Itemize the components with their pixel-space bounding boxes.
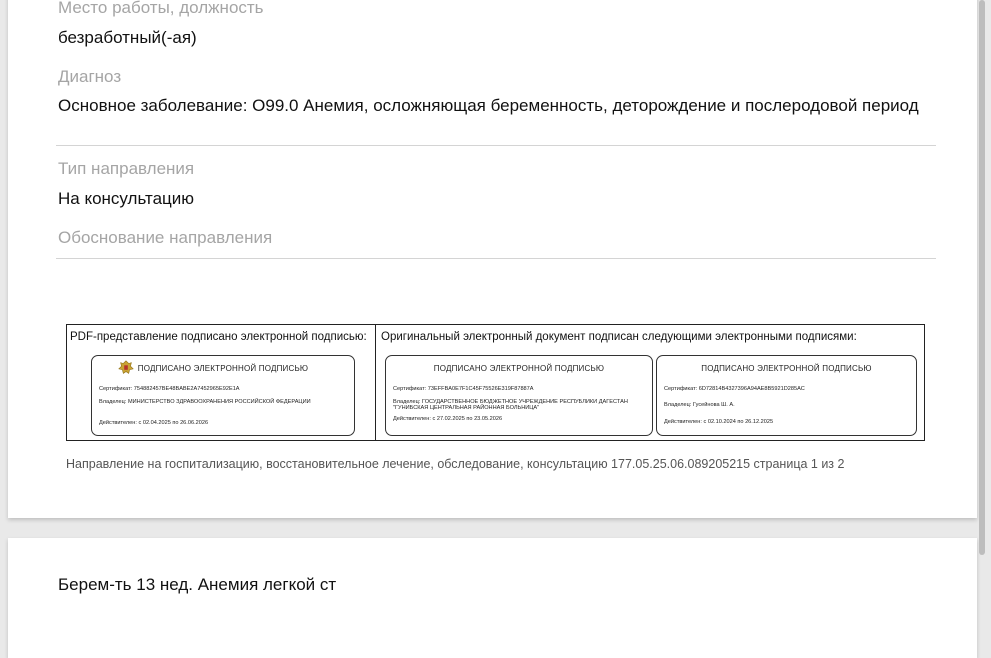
signature-box-title: ПОДПИСАНО ЭЛЕКТРОННОЙ ПОДПИСЬЮ bbox=[137, 364, 309, 373]
signature-certificate: Сертификат: 6D72814B4327396A94AE8B5921D285AC bbox=[664, 386, 805, 392]
scrollbar[interactable] bbox=[979, 0, 985, 555]
field-referral-type-value: На консультацию bbox=[58, 189, 195, 208]
signature-owner: Владелец: МИНИСТЕРСТВО ЗДРАВООХРАНЕНИЯ РОССИЙСКОЙ ФЕДЕРАЦИИ bbox=[99, 399, 311, 405]
signature-table bbox=[66, 324, 925, 441]
field-referral-type bbox=[58, 159, 935, 209]
signature-certificate: Сертификат: 73EFFBA0E7F1C45F75526E319F87887A bbox=[393, 386, 534, 392]
field-workplace bbox=[58, 0, 935, 48]
signature-box-title: ПОДПИСАНО ЭЛЕКТРОННОЙ ПОДПИСЬЮ bbox=[433, 364, 605, 373]
field-diagnosis-value: Основное заболевание: О99.0 Анемия, осложняющая беременность, деторождение и послеродовой период bbox=[58, 96, 919, 115]
field-workplace-value: безработный(-ая) bbox=[58, 28, 197, 47]
field-referral-reason-label: Обоснование направления bbox=[58, 228, 273, 247]
field-diagnosis bbox=[58, 67, 935, 116]
signature-box-doctor bbox=[656, 355, 917, 436]
signature-valid: Действителен: с 02.10.2024 по 26.12.2025 bbox=[664, 419, 774, 425]
field-referral-type-label: Тип направления bbox=[58, 159, 195, 178]
signature-pdf-header: PDF-представление подписано электронной подписью: bbox=[70, 331, 367, 343]
signature-certificate: Сертификат: 754882457BE48BABE2A7452965E92E1A bbox=[99, 386, 240, 392]
signature-valid: Действителен: с 27.02.2025 по 23.05.2026 bbox=[393, 416, 503, 422]
signature-valid: Действителен: с 02.04.2025 по 26.06.2026 bbox=[99, 420, 209, 426]
field-referral-reason bbox=[58, 228, 935, 248]
signature-owner: Владелец: Гусейнова Ш. А. bbox=[664, 402, 735, 408]
signature-owner: Владелец: ГОСУДАРСТВЕННОЕ БЮДЖЕТНОЕ УЧРЕЖДЕНИЕ РЕСПУБЛИКИ ДАГЕСТАН "ГУНИБСКАЯ ЦЕНТРАЛЬНАЯ РАЙОННАЯ БОЛЬНИЦА" bbox=[393, 399, 628, 412]
signature-box-hospital bbox=[385, 355, 653, 436]
field-workplace-label: Место работы, должность bbox=[58, 0, 264, 17]
page-footer-note: Направление на госпитализацию, восстановительное лечение, обследование, консультацию 177.05.25.06.089205215 страница 1 из 2 bbox=[66, 457, 845, 471]
page2-text: Берем-ть 13 нед. Анемия легкой ст bbox=[58, 575, 337, 594]
signature-box-title: ПОДПИСАНО ЭЛЕКТРОННОЙ ПОДПИСЬЮ bbox=[701, 364, 872, 373]
document-page-1 bbox=[8, 0, 977, 518]
field-diagnosis-label: Диагноз bbox=[58, 67, 122, 86]
divider bbox=[56, 258, 936, 259]
signature-original-header: Оригинальный электронный документ подписан следующими электронными подписями: bbox=[381, 331, 857, 343]
document-page-2 bbox=[8, 538, 977, 658]
divider bbox=[56, 145, 936, 146]
signature-box-ministry bbox=[91, 355, 355, 436]
